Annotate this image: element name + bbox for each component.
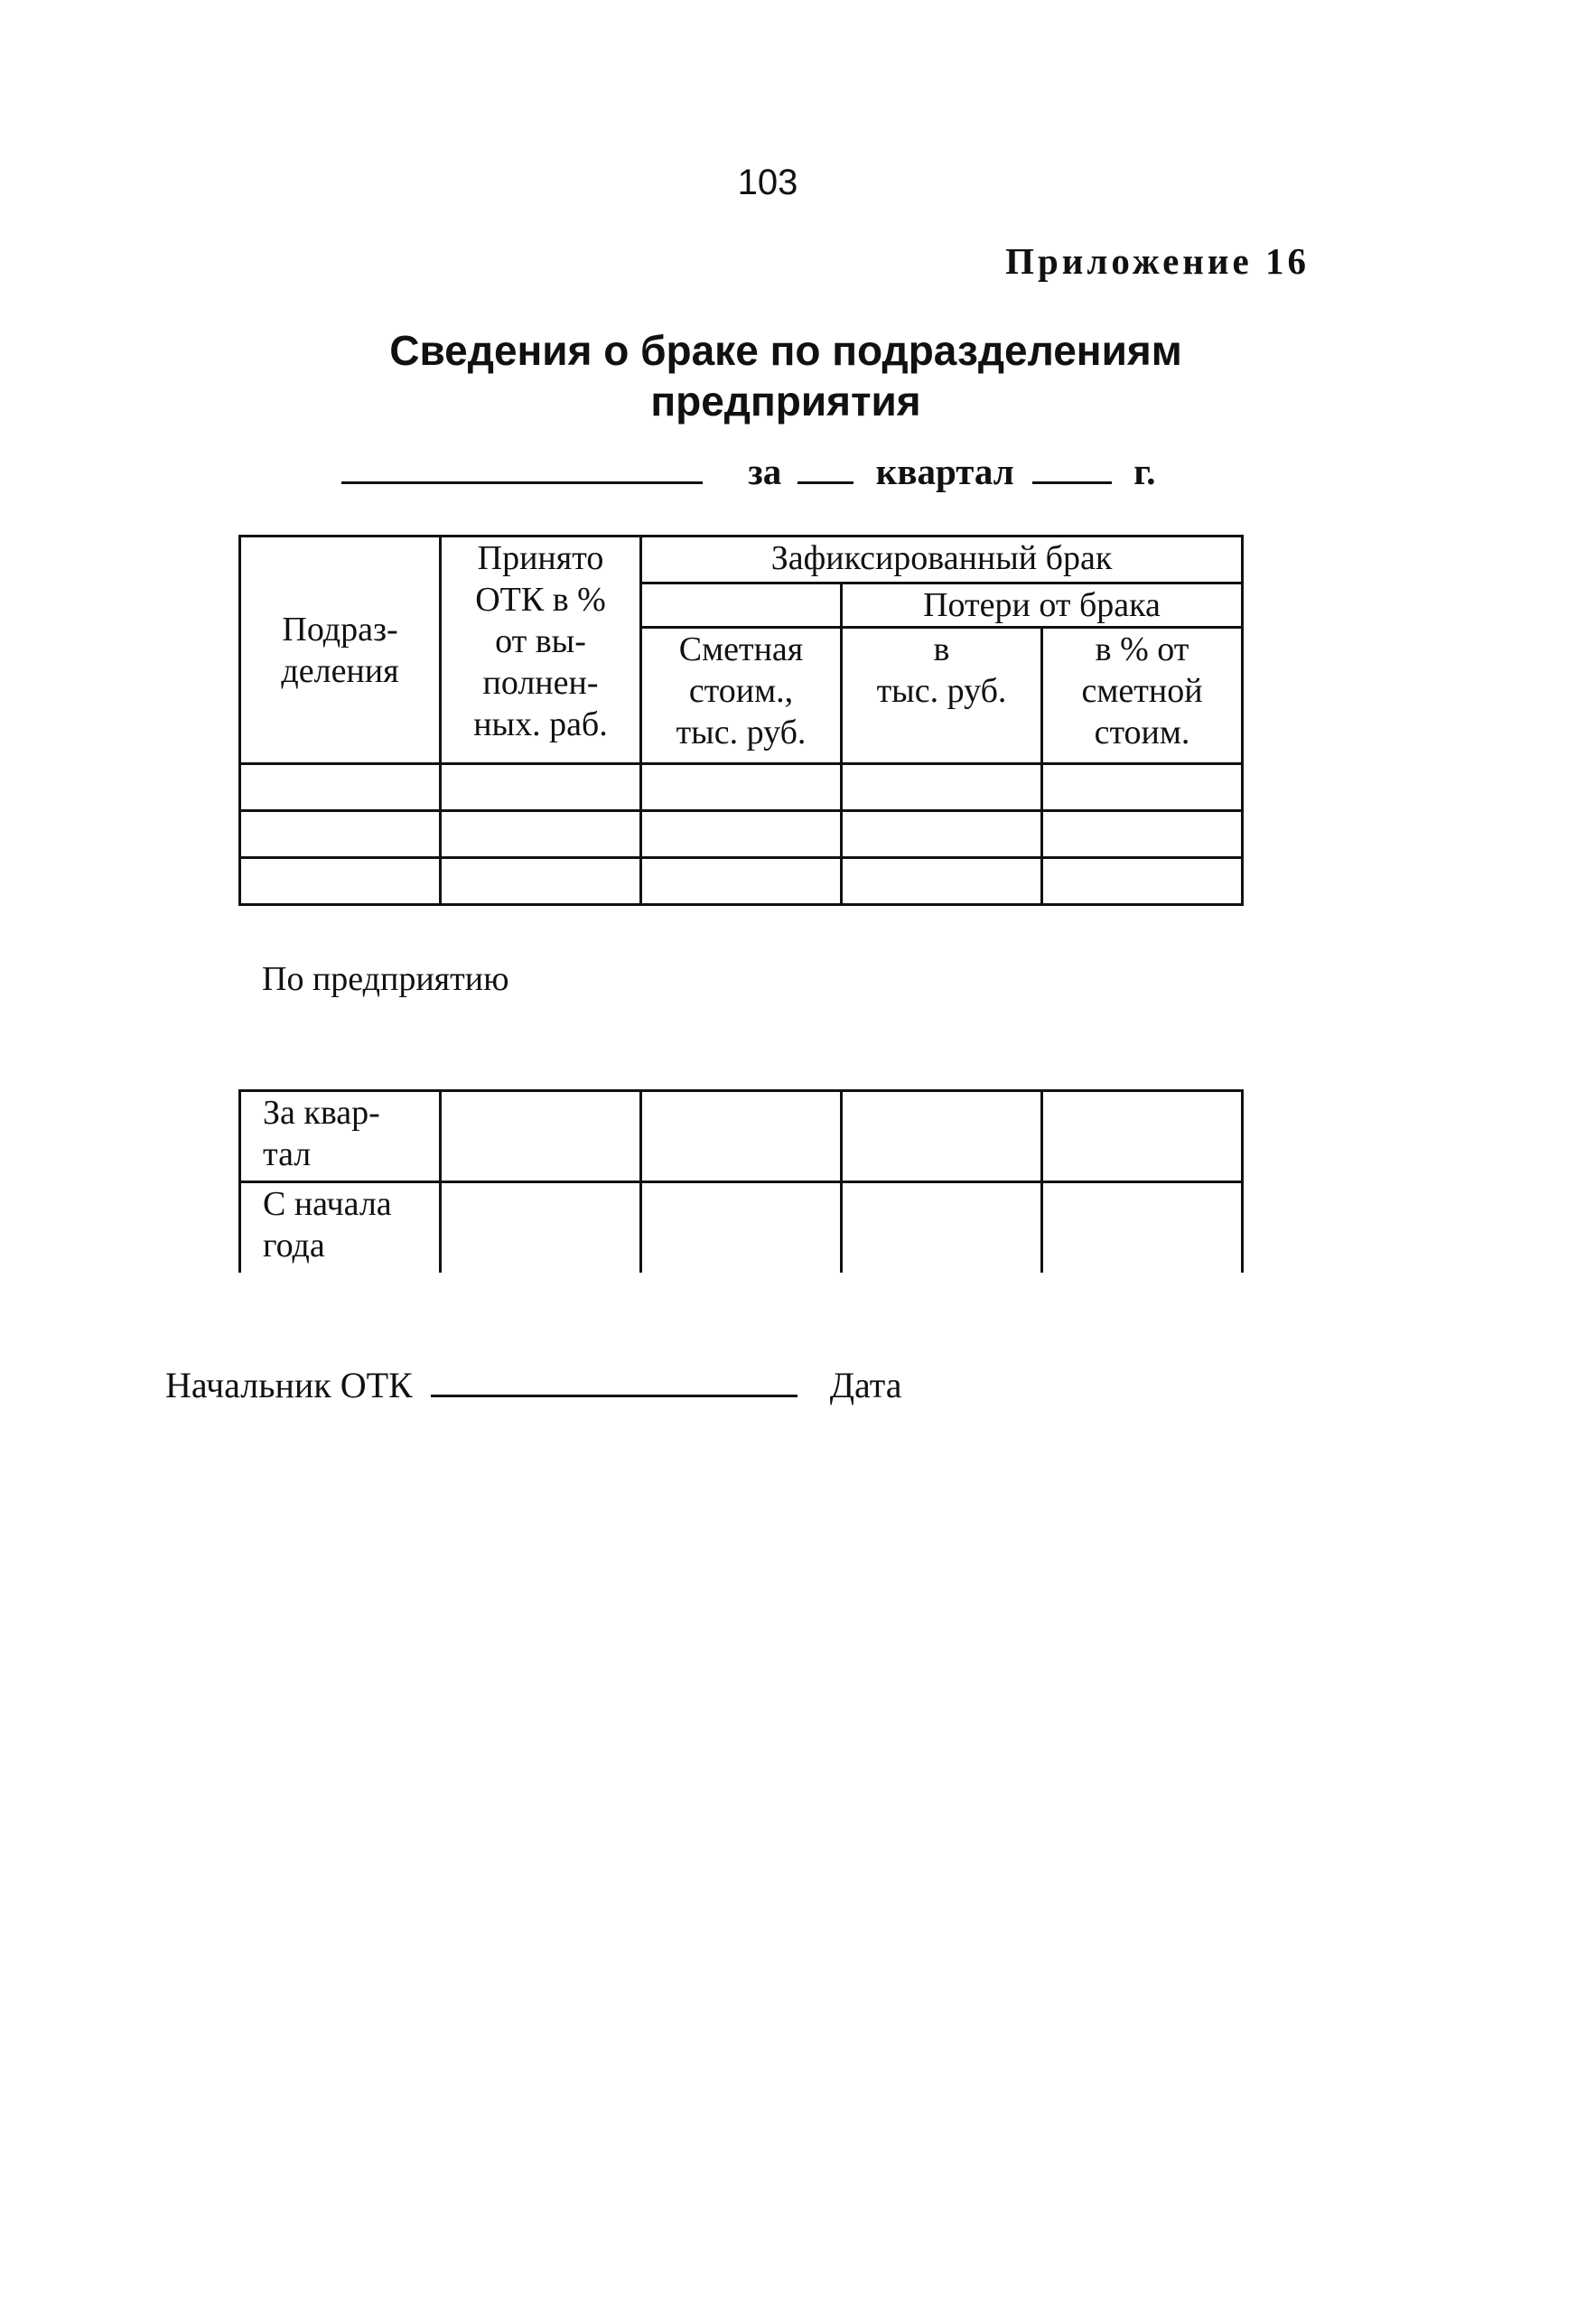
appendix-label: Приложение 16: [1005, 240, 1310, 282]
table-cell[interactable]: [641, 764, 842, 811]
header-estimated-line: тыс. руб.: [676, 714, 807, 751]
quarter-blank[interactable]: [798, 451, 853, 484]
table-cell[interactable]: [842, 1091, 1042, 1182]
defects-table: [238, 535, 1244, 906]
totals-label-line: С начала: [263, 1185, 392, 1223]
header-accepted-line: ОТК в %: [475, 581, 606, 619]
table-cell[interactable]: [240, 811, 441, 858]
table-cell[interactable]: [240, 764, 441, 811]
title-line-2: предприятия: [650, 378, 921, 425]
header-accepted-line: Принято: [477, 539, 604, 577]
totals-row-year: [240, 1182, 1243, 1273]
table-cell[interactable]: [1042, 764, 1243, 811]
table-cell[interactable]: [441, 858, 641, 905]
table-cell[interactable]: [641, 811, 842, 858]
period-za: за: [748, 451, 782, 492]
table-cell[interactable]: [1042, 811, 1243, 858]
period-line: [341, 450, 1156, 493]
document-title: [271, 325, 1301, 426]
header-accepted-line: ных. раб.: [473, 705, 608, 743]
table-cell[interactable]: [1042, 1182, 1243, 1273]
header-loss-rub-line: в: [933, 630, 950, 668]
header-estimated-line: стоим.,: [688, 672, 794, 710]
header-estimated-line: Сметная: [678, 630, 804, 668]
header-units-line: деления: [281, 651, 399, 690]
header-units: [240, 537, 441, 764]
table-cell[interactable]: [441, 811, 641, 858]
period-blank[interactable]: [341, 451, 703, 484]
table-cell[interactable]: [842, 811, 1042, 858]
totals-label-year: [240, 1182, 441, 1273]
year-blank[interactable]: [1032, 451, 1112, 484]
table-row: [240, 858, 1243, 905]
table-cell[interactable]: [842, 1182, 1042, 1273]
header-loss-percent: [1042, 628, 1243, 764]
table-row: [240, 811, 1243, 858]
signature-role: Начальник ОТК: [165, 1365, 413, 1405]
totals-label-line: года: [263, 1227, 325, 1265]
period-kvartal: квартал: [875, 451, 1014, 492]
totals-label-line: тал: [263, 1135, 312, 1173]
header-loss-percent-line: сметной: [1081, 672, 1203, 710]
header-recorded-defects: Зафиксированный брак: [641, 537, 1243, 583]
enterprise-label: По предприятию: [262, 960, 509, 998]
table-cell[interactable]: [441, 1091, 641, 1182]
signature-blank[interactable]: [431, 1364, 798, 1397]
table-cell[interactable]: [641, 1182, 842, 1273]
table-row: [240, 764, 1243, 811]
table-cell[interactable]: [842, 858, 1042, 905]
title-line-1: Сведения о браке по подразделениям: [389, 327, 1182, 374]
totals-label-line: За квар-: [263, 1094, 380, 1132]
header-loss-rub-line: тыс. руб.: [876, 672, 1007, 710]
header-estimated-cost: [641, 628, 842, 764]
header-accepted-line: от вы-: [495, 622, 586, 660]
period-year-suffix: г.: [1133, 451, 1156, 492]
header-losses: Потери от брака: [842, 583, 1243, 628]
date-label: Дата: [829, 1365, 902, 1405]
header-accepted-line: полнен-: [482, 664, 599, 702]
totals-table: [238, 1089, 1244, 1273]
table-cell[interactable]: [1042, 858, 1243, 905]
table-cell[interactable]: [1042, 1091, 1243, 1182]
table-cell[interactable]: [441, 1182, 641, 1273]
header-loss-rub: [842, 628, 1042, 764]
totals-row-quarter: [240, 1091, 1243, 1182]
page-number: 103: [737, 163, 798, 202]
header-loss-percent-line: в % от: [1095, 630, 1189, 668]
table-cell[interactable]: [441, 764, 641, 811]
table-cell[interactable]: [842, 764, 1042, 811]
table-cell[interactable]: [240, 858, 441, 905]
header-empty-cell: [641, 583, 842, 628]
header-accepted: [441, 537, 641, 764]
header-units-line: Подраз-: [282, 610, 398, 649]
totals-label-quarter: [240, 1091, 441, 1182]
signature-line: [165, 1364, 901, 1406]
header-loss-percent-line: стоим.: [1094, 714, 1190, 751]
table-cell[interactable]: [641, 858, 842, 905]
table-cell[interactable]: [641, 1091, 842, 1182]
